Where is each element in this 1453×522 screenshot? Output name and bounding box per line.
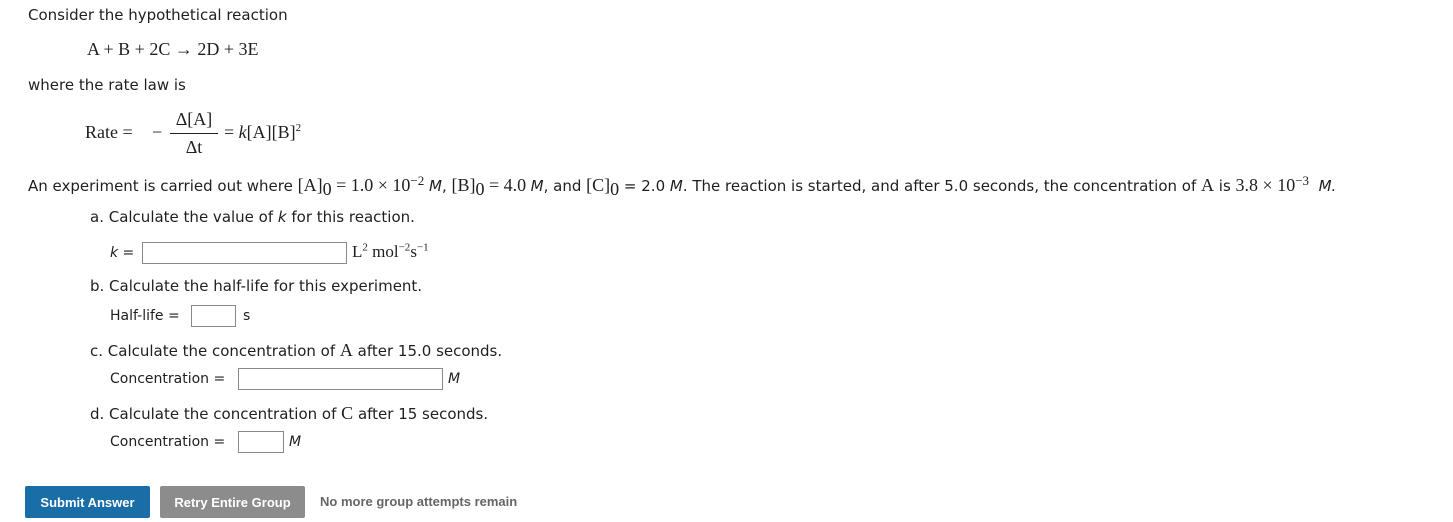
rate-constant-symbol: k bbox=[238, 122, 247, 142]
concentration-c-unit: M bbox=[289, 434, 302, 450]
experiment-text: An experiment is carried out where $[A]_0 = 1.0 \times 10^{-2}$ M, $[B]_0 = 4.0$ M, and $[C]_0 = 2.0$ M. The reaction is started, and after 5.0 seconds, the concentration of A is $3.8 \times 10^{-3}$ M. bbox=[28, 173, 1337, 199]
concentration-a-unit: M bbox=[448, 371, 461, 387]
half-life-label: Half-life = bbox=[110, 308, 180, 324]
part-d-question: d. Calculate the concentration of C after 15 seconds. bbox=[90, 403, 489, 423]
rate-concentrations: [A][B] bbox=[246, 122, 296, 142]
rate-exponent: 2 bbox=[295, 122, 302, 134]
rate-label: Rate = bbox=[85, 122, 133, 142]
submit-answer-button[interactable]: Submit Answer bbox=[25, 486, 150, 518]
concentration-c-label: Concentration = bbox=[110, 434, 226, 450]
concentration-c-input[interactable] bbox=[238, 431, 284, 453]
part-b-question: b. Calculate the half-life for this experiment. bbox=[90, 277, 423, 295]
concentration-a-label: Concentration = bbox=[110, 371, 226, 387]
fraction-numerator: Δ[A] bbox=[175, 109, 213, 129]
rate-fraction bbox=[170, 108, 218, 157]
rate-rhs: = $k[A][B]^2$ bbox=[224, 122, 302, 142]
rate-law-intro: where the rate law is bbox=[28, 76, 186, 94]
k-units: $L^2$ $mol^{-2}s^{-1}$ bbox=[352, 241, 429, 261]
part-a-question: a. Calculate the value of k for this reaction. bbox=[90, 208, 415, 226]
half-life-unit: s bbox=[243, 308, 251, 324]
half-life-input[interactable] bbox=[191, 305, 236, 327]
k-input[interactable] bbox=[142, 242, 347, 264]
fraction-denominator: Δt bbox=[185, 137, 203, 157]
attempts-status: No more group attempts remain bbox=[320, 494, 518, 509]
reaction-equation: A + B + 2C → 2D + 3E bbox=[87, 39, 259, 59]
intro-text: Consider the hypothetical reaction bbox=[28, 6, 288, 24]
fraction-bar bbox=[170, 133, 218, 134]
concentration-a-input[interactable] bbox=[238, 368, 443, 390]
k-label: k = bbox=[110, 245, 135, 261]
retry-group-button[interactable]: Retry Entire Group bbox=[160, 486, 305, 518]
part-c-question: c. Calculate the concentration of A after 15.0 seconds. bbox=[90, 340, 503, 360]
minus-sign: − bbox=[152, 122, 163, 142]
